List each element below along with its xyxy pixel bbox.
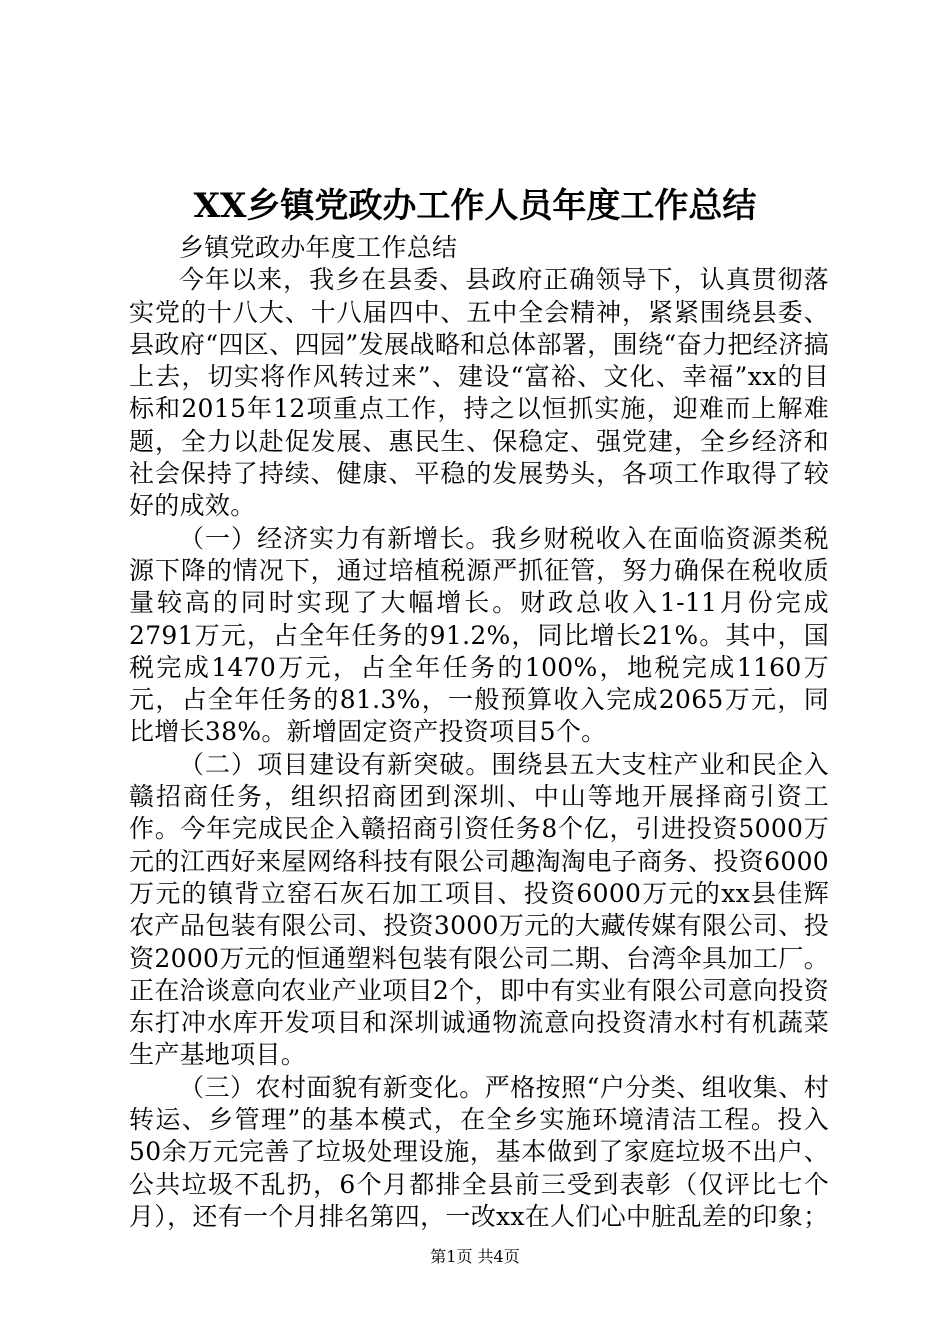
document-title: XX乡镇党政办工作人员年度工作总结: [193, 186, 757, 226]
paragraph-economy: （一）经济实力有新增长。我乡财税收入在面临资源类税源下降的情况下，通过培植税源严抓征管，努力确保在税收质量较高的同时实现了大幅增长。财政总收入1-11月份完成2791万元，占全年任务的91.2%，同比增长21%。其中，国税完成1470万元，占全年任务的100%，地税完成1160万元，占全年任务的81.3%，一般预算收入完成2065万元，同比增长38%。新增固定资产投资项目5个。: [129, 523, 829, 747]
paragraph-projects: （二）项目建设有新突破。围绕县五大支柱产业和民企入赣招商任务，组织招商团到深圳、中山等地开展择商引资工作。今年完成民企入赣招商引资任务8个亿，引进投资5000万元的江西好来屋网络科技有限公司趣淘淘电子商务、投资6000万元的镇背立窑石灰石加工项目、投资6000万元的xx县佳辉农产品包装有限公司、投资3000万元的大藏传媒有限公司、投资2000万元的恒通塑料包装有限公司二期、台湾伞具加工厂。正在洽谈意向农业产业项目2个，即中有实业有限公司意向投资东打冲水库开发项目和深圳诚通物流意向投资清水村有机蔬菜生产基地项目。: [129, 749, 829, 1070]
document-body: [129, 232, 829, 1233]
document-subtitle: 乡镇党政办年度工作总结: [179, 233, 458, 262]
paragraph-rural: （三）农村面貌有新变化。严格按照“户分类、组收集、村转运、乡管理”的基本模式，在全乡实施环境清洁工程。投入50余万元完善了垃圾处理设施，基本做到了家庭垃圾不出户、公共垃圾不乱扔，6个月都排全县前三受到表彰（仅评比七个月），还有一个月排名第四，一改xx在人们心中脏乱差的印象；: [129, 1072, 829, 1231]
page-number-footer: 第1页 共4页: [430, 1247, 520, 1266]
paragraph-intro: 今年以来，我乡在县委、县政府正确领导下，认真贯彻落实党的十八大、十八届四中、五中全会精神，紧紧围绕县委、县政府“四区、四园”发展战略和总体部署，围绕“奋力把经济搞上去，切实将作风转过来”、建设“富裕、文化、幸福”xx的目标和2015年12项重点工作，持之以恒抓实施，迎难而上解难题，全力以赴促发展、惠民生、保稳定、强党建，全乡经济和社会保持了持续、健康、平稳的发展势头，各项工作取得了较好的成效。: [129, 265, 829, 521]
